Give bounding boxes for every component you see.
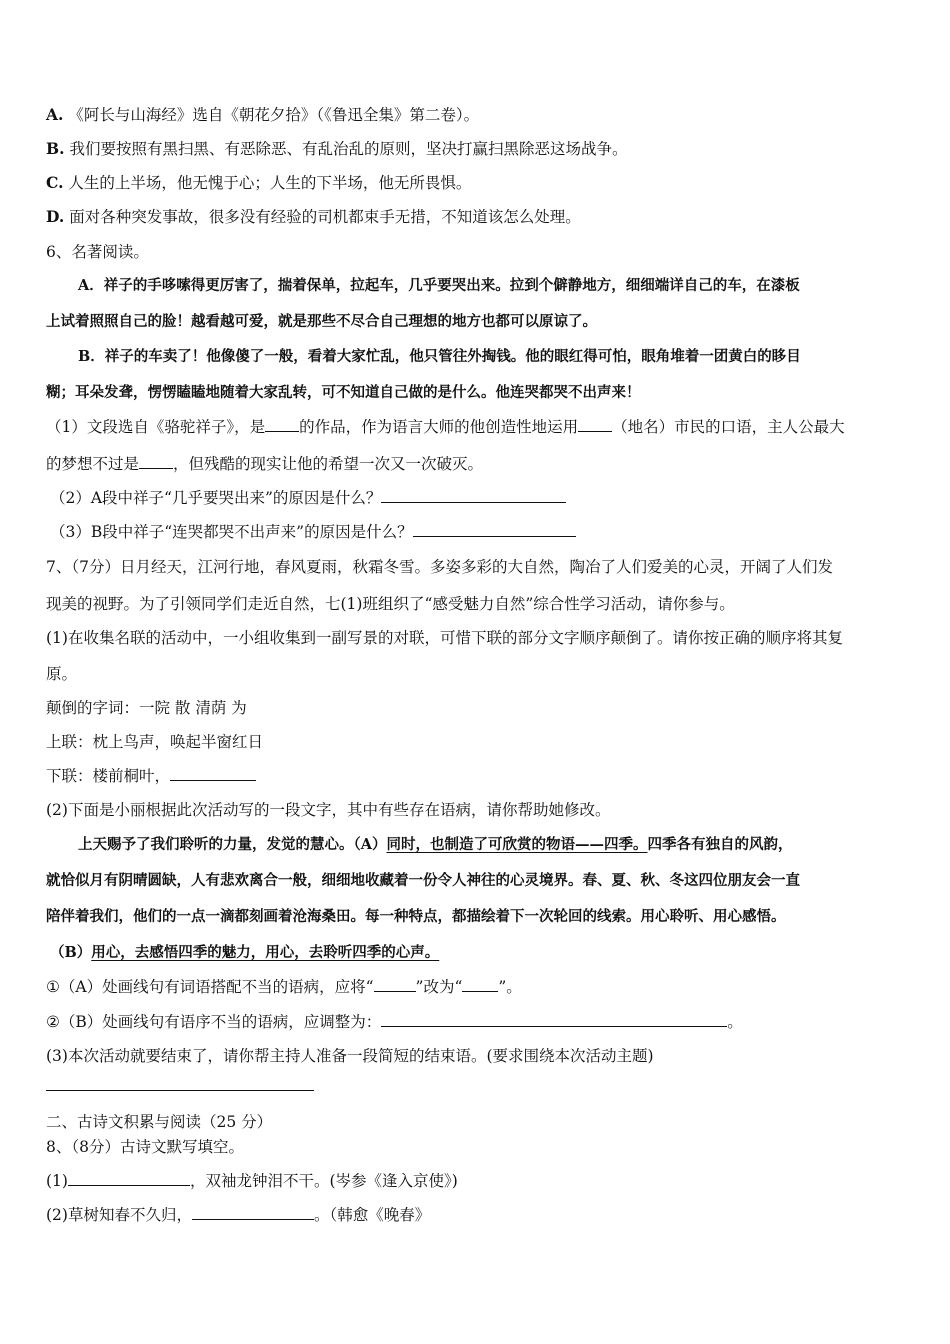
option-letter: A. [46, 105, 64, 124]
fix-a-original-blank[interactable] [374, 977, 416, 992]
q6-sub2 [50, 486, 566, 508]
passage-a-line1: A．祥子的手哆嗦得更厉害了，揣着保单，拉起车，几乎要哭出来。拉到个僻静地方，细细端详自己的车，在漆板 [78, 277, 800, 294]
passage-b-line1: B．祥子的车卖了！他像傻了一般，看着大家忙乱，他只管往外掏钱。他的眼红得可怕，眼角堆着一团黄白的眵目 [78, 348, 801, 365]
option-letter: C. [46, 173, 64, 192]
q7-part1-line2: 原。 [46, 665, 78, 683]
place-blank[interactable] [578, 417, 612, 432]
author-blank[interactable] [265, 417, 299, 432]
q7-part3: (3)本次活动就要结束了，请你帮主持人准备一段简短的结束语。(要求围绕本次活动主题) [46, 1047, 654, 1065]
poem-line2-source: 。（韩愈《晚春》 [313, 1206, 431, 1224]
option-b [46, 137, 627, 159]
poem-line1 [46, 1169, 458, 1191]
q7-part1-line1: (1)在收集名联的活动中，一小组收集到一副写景的对联，可惜下联的部分文字顺序颠倒了。请你按正确的顺序将其复 [46, 629, 843, 647]
poem-line2-blank[interactable] [192, 1205, 314, 1220]
q7-intro-line1: 7、（7分）日月经天，江河行地，春风夏雨，秋霜冬雪。多姿多彩的大自然，陶冶了人们爱美的心灵，开阔了人们发 [46, 558, 833, 576]
q7-part2: (2)下面是小丽根据此次活动写的一段文字，其中有些存在语病，请你帮助她修改。 [46, 801, 611, 819]
q6-sub1-text-c: （地名）市民的口语，主人公最大 [612, 418, 845, 436]
option-a [46, 103, 479, 125]
poem-line2-text: (2)草树知春不久归， [46, 1206, 192, 1224]
poem-line2 [46, 1203, 430, 1225]
q6-sub1-text-e: ，但残酷的现实让他的希望一次又一次破灭。 [173, 455, 484, 473]
poem-line1-blank[interactable] [68, 1171, 190, 1186]
paragraph-line2: 就恰似月有阴晴圆缺，人有悲欢离合一般，细细地收藏着一份令人神往的心灵境界。春、夏、秋、冬这四位朋友会一直 [46, 872, 800, 889]
option-text: 我们要按照有黑扫黑、有恶除恶、有乱治乱的原则，坚决打赢扫黑除恶这场战争。 [69, 140, 628, 158]
option-text: 面对各种突发事故，很多没有经验的司机都束手无措，不知道该怎么处理。 [69, 208, 581, 226]
q6-title: 6、名著阅读。 [46, 243, 149, 261]
paragraph-line3: 陪伴着我们，他们的一点一滴都刻画着沧海桑田。每一种特点，都描绘着下一次轮回的线索。用心聆听、用心感悟。 [46, 908, 786, 925]
dream-blank[interactable] [139, 454, 173, 469]
poem-line1-text: ，双袖龙钟泪不干。(岑参《逢入京使》) [189, 1172, 458, 1190]
fix-a-text-2: ”改为“ [415, 978, 463, 996]
paragraph-text: 上天赐予了我们聆听的力量，发觉的慧心。（A） [78, 836, 387, 853]
paragraph-text: （B） [50, 944, 92, 961]
q6-sub1-text-a: （1）文段选自《骆驼祥子》，是 [46, 418, 266, 436]
q6-sub1-line2 [46, 452, 483, 474]
fix-a-text-1: ①（A）处画线句有词语搭配不当的语病，应将“ [46, 978, 374, 996]
q6-sub1-text-d: 的梦想不过是 [46, 455, 140, 473]
underlined-sentence-a: 同时，也制造了可欣赏的物语——四季。 [386, 836, 648, 853]
q6-sub3 [50, 520, 576, 542]
closing-remarks-answer-line[interactable] [46, 1090, 314, 1091]
q6-sub2-answer-blank[interactable] [381, 488, 566, 503]
q6-sub1-text-b: 的作品，作为语言大师的他创造性地运用 [299, 418, 579, 436]
underlined-sentence-b: 用心，去感悟四季的魅力，用心，去聆听四季的心声。 [91, 944, 440, 961]
lower-couplet [46, 764, 256, 786]
q6-sub3-text: （3）B段中祥子“连哭都哭不出声来”的原因是什么？ [50, 523, 413, 541]
option-text: 《阿长与山海经》选自《朝花夕拾》（《鲁迅全集》第二卷）。 [68, 106, 480, 124]
q8-title: 8、（8分）古诗文默写填空。 [46, 1138, 244, 1156]
fix-a-replacement-blank[interactable] [462, 977, 498, 992]
option-text: 人生的上半场，他无愧于心；人生的下半场，他无所畏惧。 [68, 174, 472, 192]
fix-b-answer-blank[interactable] [381, 1012, 727, 1027]
reversed-words: 颠倒的字词：一院 散 清荫 为 [46, 699, 247, 717]
q7-intro-line2: 现美的视野。为了引领同学们走近自然，七(1)班组织了“感受魅力自然”综合性学习活动，请你参与。 [46, 595, 735, 613]
passage-b-line2: 糊；耳朵发聋，愣愣瞌瞌地随着大家乱转，可不知道自己做的是什么。他连哭都哭不出声来！ [46, 384, 641, 401]
upper-couplet: 上联：枕上鸟声，唤起半窗红日 [46, 733, 264, 751]
q6-sub2-text: （2）A段中祥子“几乎要哭出来”的原因是什么？ [50, 489, 382, 507]
fix-b-text-1: ②（B）处画线句有语序不当的语病，应调整为： [46, 1013, 382, 1031]
option-letter: D. [46, 207, 65, 226]
option-d [46, 205, 581, 227]
paragraph-line1 [78, 833, 793, 854]
fix-b [46, 1010, 743, 1032]
option-letter: B. [46, 139, 65, 158]
option-c [46, 171, 471, 193]
paragraph-line4 [50, 941, 439, 962]
lower-couplet-blank[interactable] [170, 766, 256, 781]
poem-line1-number: (1) [46, 1172, 68, 1190]
section2-heading: 二、古诗文积累与阅读（25 分） [46, 1113, 273, 1131]
fix-a-text-3: ”。 [498, 978, 522, 996]
passage-a-line2: 上试着照照自己的脸！越看越可爱，就是那些不尽合自己理想的地方也都可以原谅了。 [46, 313, 597, 330]
lower-couplet-text: 下联：楼前桐叶， [46, 767, 171, 785]
q6-sub1-line1 [46, 415, 845, 437]
fix-a [46, 975, 522, 997]
fix-b-text-2: 。 [727, 1013, 743, 1031]
q6-sub3-answer-blank[interactable] [413, 522, 576, 537]
paragraph-text: 四季各有独自的风韵， [647, 836, 793, 853]
